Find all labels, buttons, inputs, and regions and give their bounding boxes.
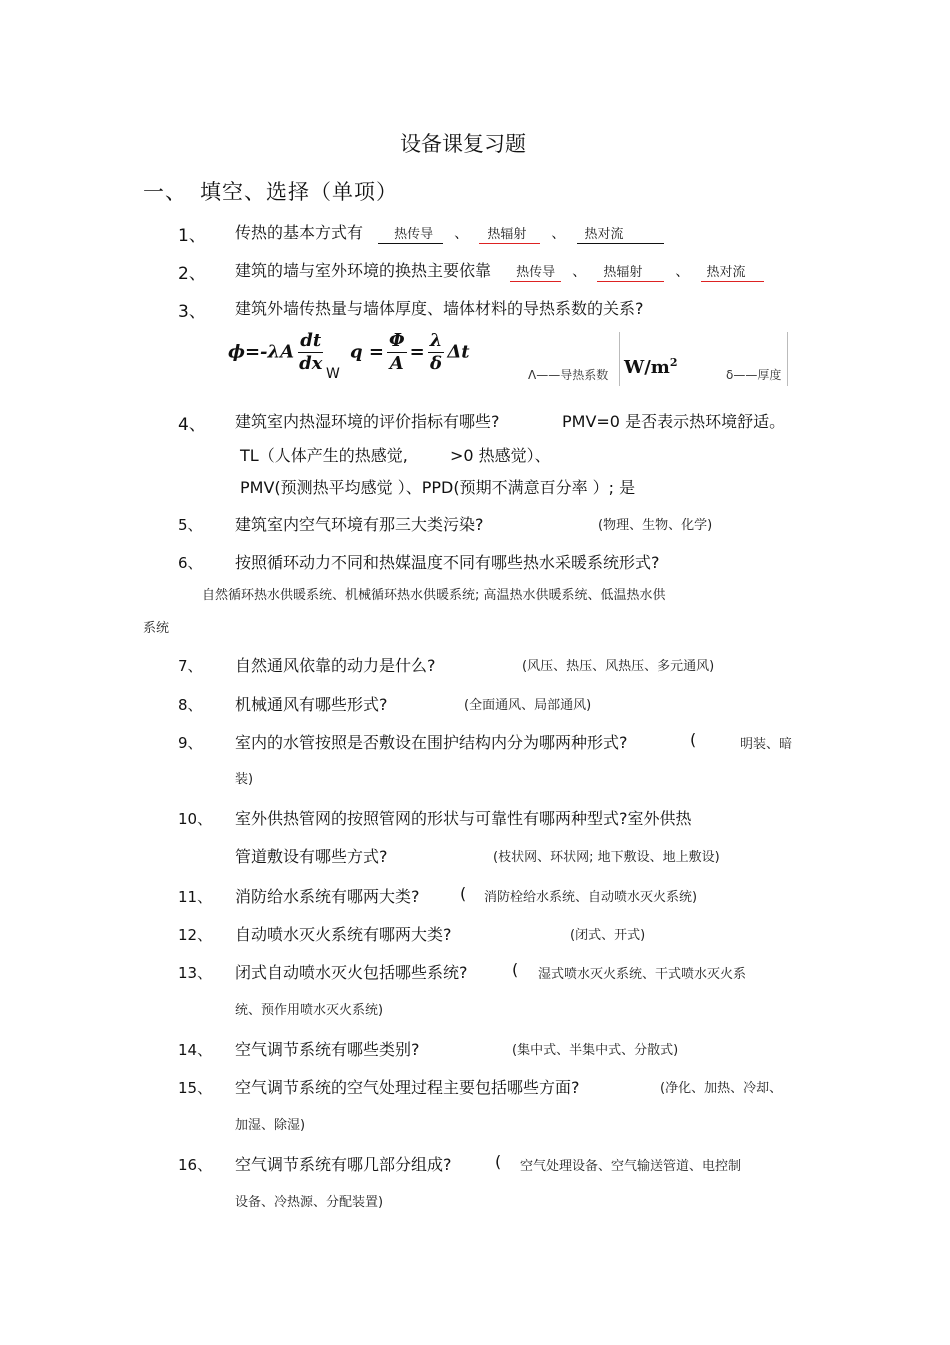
- question-text: 闭式自动喷水灭火包括哪些系统?: [235, 963, 468, 982]
- question-number: 7、: [178, 657, 203, 675]
- question-number: 8、: [178, 696, 203, 714]
- question-text: 自然通风依靠的动力是什么?: [235, 656, 436, 675]
- answer-blank: 热对流: [577, 223, 664, 244]
- formula-denominator: dx: [299, 353, 323, 374]
- question-1: [235, 220, 664, 244]
- answer-blank: 热辐射: [597, 261, 664, 282]
- question-number: 15、: [178, 1079, 213, 1097]
- paren: (: [512, 960, 519, 979]
- question-number: 5、: [178, 516, 203, 534]
- answer-text: 自然循环热水供暖系统、机械循环热水供暖系统; 高温热水供暖系统、低温热水供: [202, 588, 666, 603]
- question-text: 机械通风有哪些形式?: [235, 695, 388, 714]
- question-text: 传热的基本方式有: [235, 223, 364, 242]
- question-text: PMV=0 是否表示热环境舒适。: [562, 412, 786, 431]
- formula-numerator: dt: [300, 330, 322, 351]
- divider: [619, 332, 620, 386]
- answer-text: (闭式、开式): [570, 928, 646, 943]
- answer-blank: 热对流: [701, 261, 764, 282]
- question-text: 建筑室内空气环境有那三大类污染?: [235, 515, 484, 534]
- answer-text: 设备、冷热源、分配装置): [235, 1195, 384, 1210]
- formula-fourier: [228, 330, 327, 375]
- question-number: 2、: [178, 264, 206, 284]
- question-number: 16、: [178, 1156, 213, 1174]
- separator: 、: [675, 264, 690, 280]
- unit-superscript: 2: [669, 356, 678, 369]
- answer-blank: 热传导: [510, 261, 561, 282]
- answer-text: 装): [235, 772, 254, 787]
- unit-label: [624, 356, 678, 378]
- answer-text: (枝状网、环状网; 地下敷设、地上敷设): [493, 850, 720, 865]
- question-text: 空气调节系统有哪几部分组成?: [235, 1155, 452, 1174]
- page-title: 设备课复习题: [400, 132, 526, 156]
- question-number: 1、: [178, 226, 206, 246]
- question-text: 消防给水系统有哪两大类?: [235, 887, 420, 906]
- question-text: 建筑外墙传热量与墙体厚度、墙体材料的导热系数的关系?: [235, 299, 644, 318]
- question-number: 3、: [178, 302, 206, 322]
- formula-tail: Δt: [447, 341, 470, 363]
- answer-text: (物理、生物、化学): [598, 518, 713, 533]
- divider: [787, 332, 788, 386]
- formula-denominator: A: [389, 353, 404, 374]
- question-number: 6、: [178, 554, 203, 572]
- question-text: 空气调节系统的空气处理过程主要包括哪些方面?: [235, 1078, 580, 1097]
- answer-text: 湿式喷水灭火系统、干式喷水灭火系: [538, 967, 747, 982]
- paren: (: [495, 1152, 502, 1171]
- question-number: 14、: [178, 1041, 213, 1059]
- separator: 、: [572, 264, 587, 280]
- separator: 、: [551, 226, 566, 242]
- answer-text: PMV(预测热平均感觉 ）、PPD(预期不满意百分率 ）; 是: [240, 478, 636, 497]
- question-text: 室内的水管按照是否敷设在围护结构内分为哪两种形式?: [235, 733, 628, 752]
- question-number: 13、: [178, 964, 213, 982]
- lambda-label: Λ——导热系数: [528, 368, 609, 382]
- formula-unit: W: [326, 366, 340, 382]
- formula-lhs: q =: [350, 341, 384, 363]
- section-number: 一、: [143, 180, 187, 204]
- separator: 、: [454, 226, 469, 242]
- formula-numerator: Φ: [388, 330, 405, 351]
- answer-text: 统、预作用喷水灭火系统): [235, 1003, 384, 1018]
- question-text: 空气调节系统有哪些类别?: [235, 1040, 420, 1059]
- question-text: 按照循环动力不同和热媒温度不同有哪些热水采暖系统形式?: [235, 553, 660, 572]
- answer-text: (风压、热压、风热压、多元通风): [522, 659, 715, 674]
- paren: (: [460, 884, 467, 903]
- formula-equals: =: [409, 341, 425, 363]
- unit-text: W/m: [624, 357, 670, 378]
- answer-text: (全面通风、局部通风): [464, 698, 592, 713]
- question-number: 10、: [178, 810, 213, 828]
- question-text: 室外供热管网的按照管网的形状与可靠性有哪两种型式?室外供热: [235, 809, 692, 828]
- delta-label: δ——厚度: [726, 368, 782, 382]
- question-text: 管道敷设有哪些方式?: [235, 847, 388, 866]
- question-text: 建筑室内热湿环境的评价指标有哪些?: [235, 412, 500, 431]
- answer-text: 加湿、除湿): [235, 1118, 306, 1133]
- formula-heat-flux: [350, 330, 470, 375]
- question-number: 11、: [178, 888, 213, 906]
- answer-text: TL（人体产生的热感觉,: [240, 446, 408, 465]
- question-text: 自动喷水灭火系统有哪两大类?: [235, 925, 452, 944]
- paren: (: [690, 730, 697, 749]
- formula-lhs: ϕ=-λA: [228, 341, 295, 363]
- question-2: [235, 258, 764, 282]
- question-number: 9、: [178, 734, 203, 752]
- answer-text: >0 热感觉）、: [450, 446, 551, 465]
- answer-text: (净化、加热、冷却、: [660, 1081, 783, 1096]
- formula-denominator: δ: [430, 353, 443, 374]
- question-text: 建筑的墙与室外环境的换热主要依靠: [235, 261, 492, 280]
- answer-text: (集中式、半集中式、分散式): [512, 1043, 679, 1058]
- formula-numerator: λ: [429, 330, 443, 351]
- answer-blank: 热传导: [378, 223, 443, 244]
- section-title: 填空、选择（单项）: [200, 180, 398, 204]
- question-number: 12、: [178, 926, 213, 944]
- answer-text: 系统: [143, 621, 170, 636]
- answer-text: 消防栓给水系统、自动喷水灭火系统): [484, 890, 698, 905]
- question-number: 4、: [178, 415, 206, 435]
- answer-text: 明装、暗: [740, 737, 793, 752]
- answer-text: 空气处理设备、空气输送管道、电控制: [520, 1159, 742, 1174]
- answer-blank: 热辐射: [479, 223, 540, 244]
